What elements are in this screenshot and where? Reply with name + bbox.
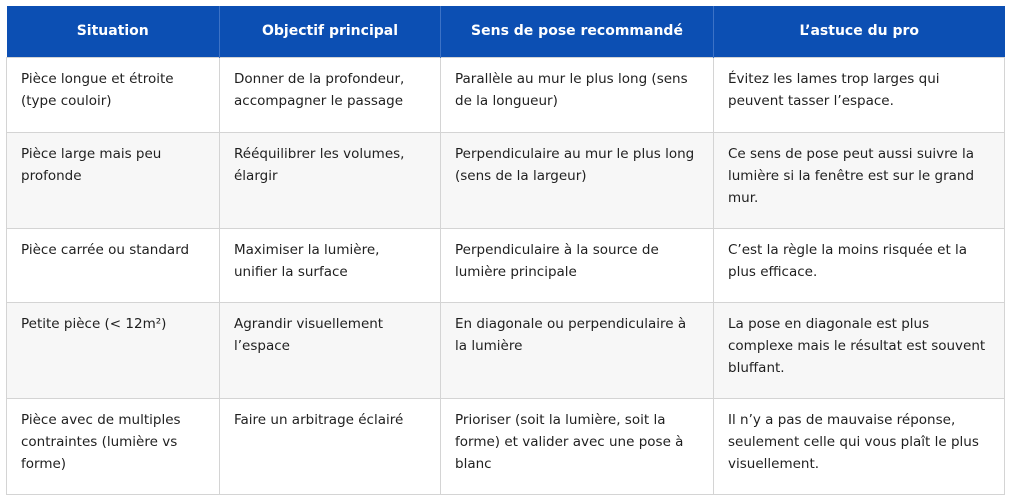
cell-situation: Pièce carrée ou standard xyxy=(7,228,220,302)
cell-situation: Pièce large mais peu profonde xyxy=(7,132,220,228)
cell-situation: Pièce avec de multiples contraintes (lumière vs forme) xyxy=(7,398,220,494)
table-header xyxy=(7,6,1005,57)
cell-astuce: C’est la règle la moins risquée et la plus efficace. xyxy=(714,228,1005,302)
table-row xyxy=(7,302,1005,398)
table-body xyxy=(7,57,1005,494)
header-situation: Situation xyxy=(7,6,220,57)
header-sens-de-pose: Sens de pose recommandé xyxy=(441,6,714,57)
header-objectif: Objectif principal xyxy=(220,6,441,57)
cell-sens-de-pose: Prioriser (soit la lumière, soit la forme) et valider avec une pose à blanc xyxy=(441,398,714,494)
comparison-table xyxy=(6,6,1005,495)
cell-objectif: Maximiser la lumière, unifier la surface xyxy=(220,228,441,302)
header-astuce: L’astuce du pro xyxy=(714,6,1005,57)
cell-astuce: Évitez les lames trop larges qui peuvent tasser l’espace. xyxy=(714,57,1005,132)
cell-situation: Petite pièce (< 12m²) xyxy=(7,302,220,398)
table-row xyxy=(7,57,1005,132)
table-row xyxy=(7,132,1005,228)
cell-objectif: Faire un arbitrage éclairé xyxy=(220,398,441,494)
cell-sens-de-pose: En diagonale ou perpendiculaire à la lumière xyxy=(441,302,714,398)
cell-astuce: Il n’y a pas de mauvaise réponse, seulement celle qui vous plaît le plus visuellement. xyxy=(714,398,1005,494)
cell-sens-de-pose: Perpendiculaire au mur le plus long (sens de la largeur) xyxy=(441,132,714,228)
cell-situation: Pièce longue et étroite (type couloir) xyxy=(7,57,220,132)
cell-sens-de-pose: Perpendiculaire à la source de lumière principale xyxy=(441,228,714,302)
header-row xyxy=(7,6,1005,57)
cell-astuce: La pose en diagonale est plus complexe mais le résultat est souvent bluffant. xyxy=(714,302,1005,398)
table-row xyxy=(7,228,1005,302)
comparison-table-container xyxy=(6,6,1004,495)
cell-objectif: Donner de la profondeur, accompagner le passage xyxy=(220,57,441,132)
cell-objectif: Rééquilibrer les volumes, élargir xyxy=(220,132,441,228)
cell-astuce: Ce sens de pose peut aussi suivre la lumière si la fenêtre est sur le grand mur. xyxy=(714,132,1005,228)
cell-objectif: Agrandir visuellement l’espace xyxy=(220,302,441,398)
table-row xyxy=(7,398,1005,494)
cell-sens-de-pose: Parallèle au mur le plus long (sens de la longueur) xyxy=(441,57,714,132)
